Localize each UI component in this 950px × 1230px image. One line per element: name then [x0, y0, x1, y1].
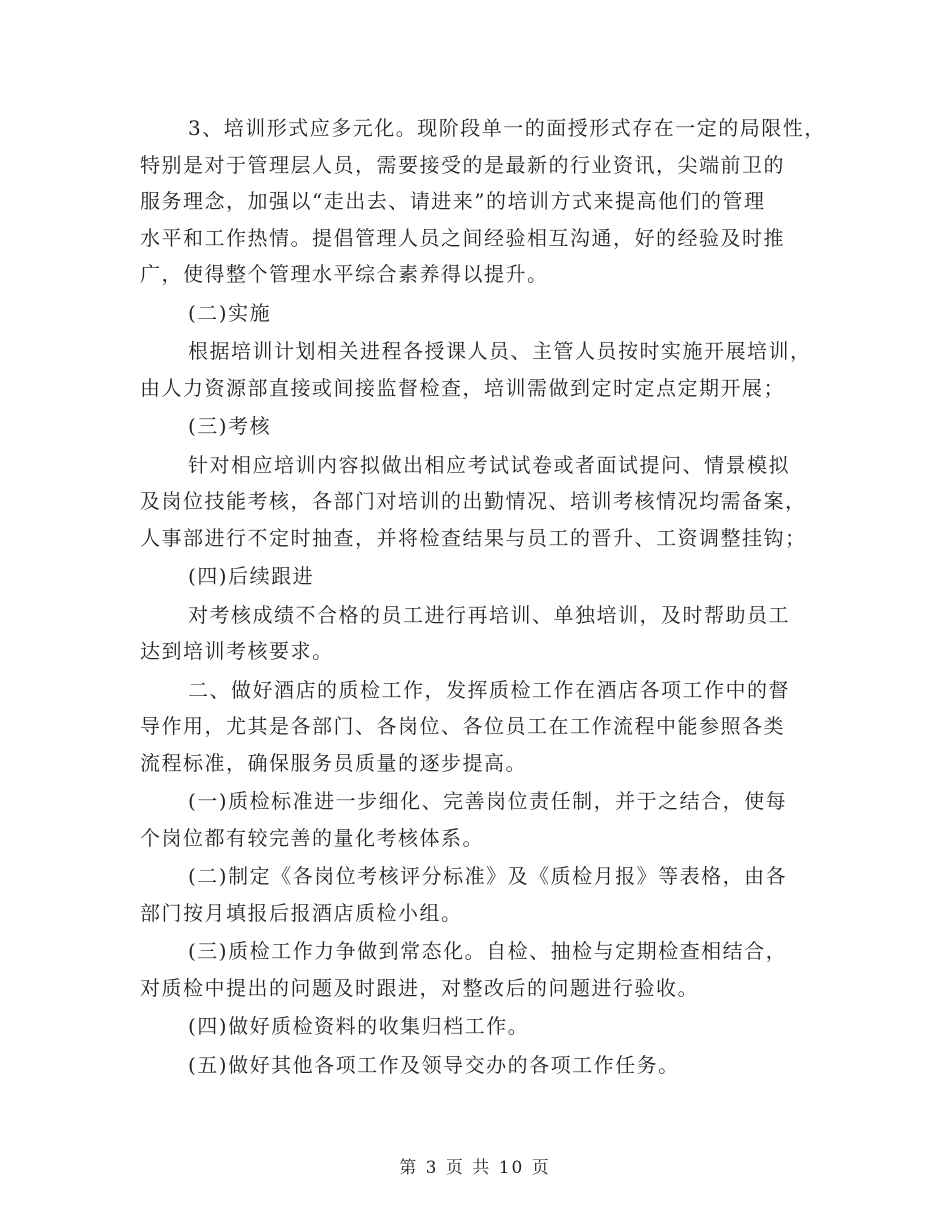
paragraph: [140, 558, 820, 595]
paragraph: [140, 110, 826, 293]
paragraph: [140, 933, 820, 1006]
paragraph-line: 由人力资源部直接或间接监督检查，培训需做到定时定点定期开展；: [140, 375, 785, 400]
paragraph: [140, 858, 820, 931]
paragraph: [140, 447, 820, 557]
paragraph-line: 根据培训计划相关进程各授课人员、主管人员按时实施开展培训，: [188, 339, 812, 363]
paragraph-line: 二、做好酒店的质检工作，发挥质检工作在酒店各项工作中的督: [188, 677, 790, 702]
paragraph-line: 部门按月填报后报酒店质检小组。: [140, 900, 463, 925]
paragraph-line: (四)做好质检资料的收集归档工作。: [188, 1014, 530, 1038]
paragraph-line: 个岗位都有较完善的量化考核体系。: [140, 825, 484, 850]
paragraph-line: 流程标准，确保服务员质量的逐步提高。: [140, 750, 527, 775]
paragraph-line: 服务理念，加强以“走出去、请进来”的培训方式来提高他们的管理: [140, 189, 766, 213]
paragraph-line: (四)后续跟进: [188, 564, 315, 588]
paragraph-line: 3、培训形式应多元化。现阶段单一的面授形式存在一定的局限性，: [188, 116, 826, 140]
paragraph-line: 导作用，尤其是各部门、各岗位、各位员工在工作流程中能参照各类: [140, 714, 785, 738]
paragraph-line: (二)实施: [188, 300, 272, 325]
paragraph-line: 对质检中提出的问题及时跟进，对整改后的问题进行验收。: [140, 975, 699, 1000]
paragraph: [140, 295, 820, 332]
document-body: [140, 110, 826, 1085]
paragraph-line: 广，使得整个管理水平综合素养得以提升。: [140, 262, 549, 286]
paragraph: [140, 1047, 820, 1084]
paragraph-line: 特别是对于管理层人员，需要接受的是最新的行业资讯，尖端前卫的: [140, 152, 785, 177]
paragraph-line: (一)质检标准进一步细化、完善岗位责任制，并于之结合，使每: [188, 789, 788, 813]
paragraph: [140, 597, 820, 670]
paragraph-line: 对考核成绩不合格的员工进行再培训、单独培训，及时帮助员工: [188, 602, 790, 627]
paragraph: [140, 1008, 820, 1045]
paragraph: [140, 672, 820, 782]
paragraph: [140, 333, 820, 406]
paragraph-line: 人事部进行不定时抽查，并将检查结果与员工的晋升、工资调整挂钩；: [140, 525, 807, 550]
paragraph-line: (三)质检工作力争做到常态化。自检、抽检与定期检查相结合，: [188, 939, 788, 963]
paragraph-line: (五)做好其他各项工作及领导交办的各项工作任务。: [188, 1052, 680, 1077]
paragraph: [140, 783, 820, 856]
paragraph: [140, 408, 820, 445]
page-number-footer: 第 3 页 共 10 页: [399, 1158, 551, 1178]
paragraph-line: 针对相应培训内容拟做出相应考试试卷或者面试提问、情景模拟: [188, 452, 790, 477]
paragraph-line: (三)考核: [188, 414, 272, 438]
paragraph-line: 及岗位技能考核，各部门对培训的出勤情况、培训考核情况均需备案，: [140, 489, 807, 513]
paragraph-line: 水平和工作热情。提倡管理人员之间经验相互沟通，好的经验及时推: [140, 225, 785, 250]
paragraph-line: (二)制定《各岗位考核评分标准》及《质检月报》等表格，由各: [188, 864, 788, 888]
paragraph-line: 达到培训考核要求。: [140, 639, 334, 663]
